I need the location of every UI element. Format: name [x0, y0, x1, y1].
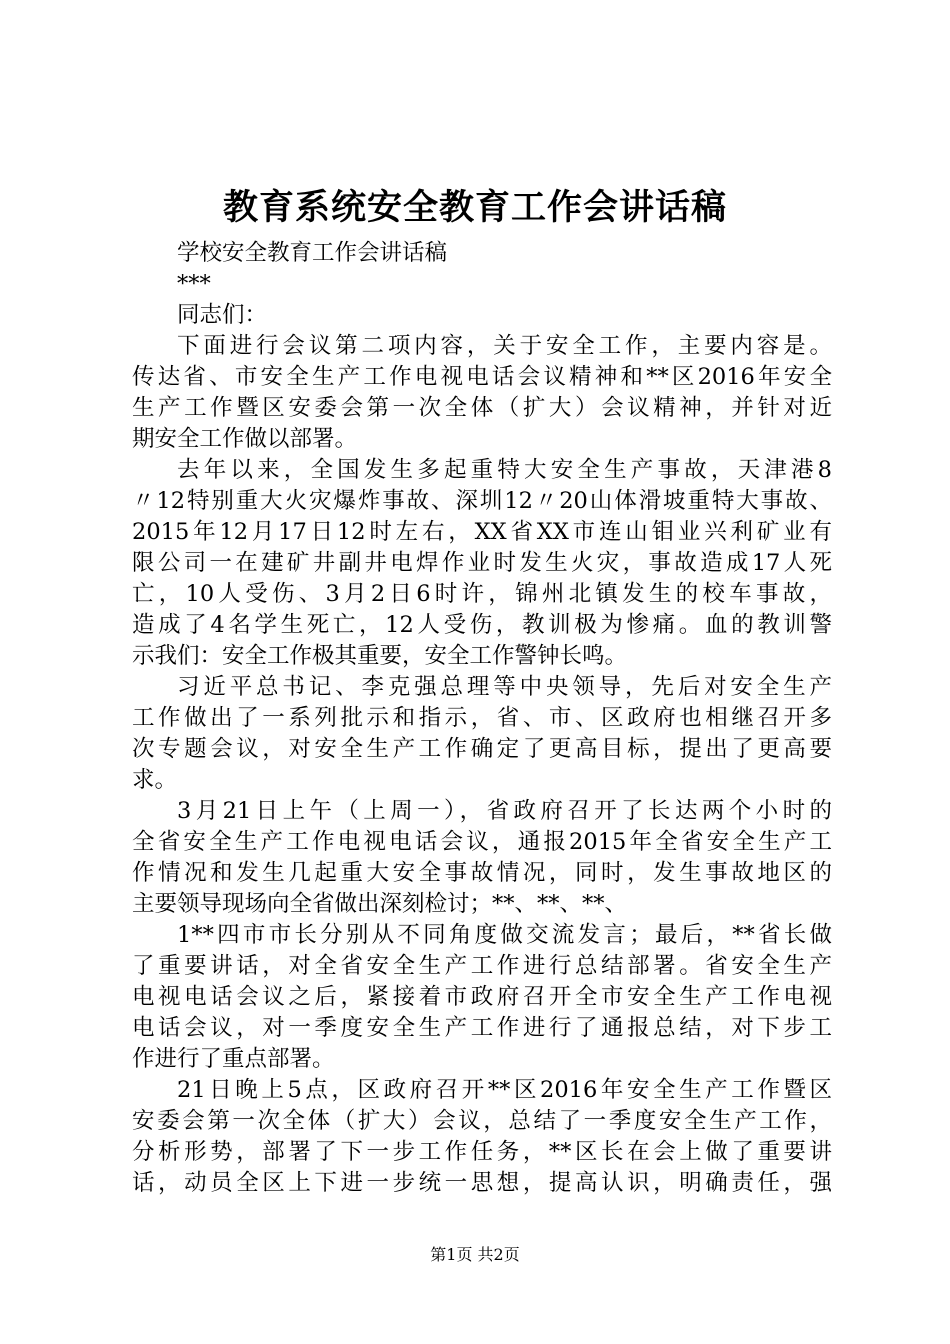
text-line: 传达省、市安全生产工作电视电话会议精神和**区2016年安全: [132, 364, 832, 390]
text-line: 3月21日上午（上周一），省政府召开了长达两个小时的: [177, 798, 832, 824]
text-line: 2015年12月17日12时左右，XX省XX市连山钼业兴利矿业有: [132, 519, 832, 545]
text-line: 全省安全生产工作电视电话会议，通报2015年全省安全生产工: [132, 829, 832, 855]
text-line: 〃12特别重大火灾爆炸事故、深圳12〃20山体滑坡重特大事故、: [132, 488, 832, 514]
text-line: 分析形势，部署了下一步工作任务，**区长在会上做了重要讲: [132, 1139, 832, 1165]
text-line: 期安全工作做以部署。: [132, 426, 358, 452]
text-line: 作情况和发生几起重大安全事故情况，同时，发生事故地区的: [132, 860, 832, 886]
text-line: 1**四市市长分别从不同角度做交流发言；最后，**省长做: [177, 922, 832, 948]
text-line: 安委会第一次全体（扩大）会议，总结了一季度安全生产工作，: [132, 1108, 832, 1134]
text-line: 话，动员全区上下进一步统一思想，提高认识，明确责任，强: [132, 1170, 832, 1196]
document-title: 教育系统安全教育工作会讲话稿: [222, 187, 727, 228]
text-line: 了重要讲话，对全省安全生产工作进行总结部署。省安全生产: [132, 953, 832, 979]
text-line: 21日晚上5点，区政府召开**区2016年安全生产工作暨区: [177, 1077, 832, 1103]
document-body: [132, 238, 832, 1199]
text-line: 作进行了重点部署。: [132, 1046, 335, 1072]
text-line: 次专题会议，对安全生产工作确定了更高目标，提出了更高要: [132, 736, 832, 762]
text-line: ***: [177, 271, 211, 297]
text-line: 电话会议，对一季度安全生产工作进行了通报总结，对下步工: [132, 1015, 832, 1041]
page-footer: 第1页 共2页: [430, 1245, 520, 1264]
text-line: 电视电话会议之后，紧接着市政府召开全市安全生产工作电视: [132, 984, 832, 1010]
text-line: 同志们：: [177, 302, 268, 328]
text-line: 造成了4名学生死亡，12人受伤，教训极为惨痛。血的教训警: [132, 612, 832, 638]
text-line: 求。: [132, 767, 178, 793]
text-line: 亡，10人受伤、3月2日6时许，锦州北镇发生的校车事故，: [132, 581, 832, 607]
text-line: 工作做出了一系列批示和指示，省、市、区政府也相继召开多: [132, 705, 832, 731]
text-line: 限公司一在建矿井副井电焊作业时发生火灾，事故造成17人死: [132, 550, 832, 576]
text-line: 主要领导现场向全省做出深刻检讨；**、**、**、: [132, 891, 628, 917]
text-line: 习近平总书记、李克强总理等中央领导，先后对安全生产: [177, 674, 832, 700]
text-line: 去年以来，全国发生多起重特大安全生产事故，天津港8: [177, 457, 832, 483]
text-line: 下面进行会议第二项内容，关于安全工作，主要内容是。: [177, 333, 832, 359]
text-line: 示我们：安全工作极其重要，安全工作警钟长鸣。: [132, 643, 628, 669]
text-line: 生产工作暨区安委会第一次全体（扩大）会议精神，并针对近: [132, 395, 832, 421]
text-line: 学校安全教育工作会讲话稿: [177, 240, 448, 266]
